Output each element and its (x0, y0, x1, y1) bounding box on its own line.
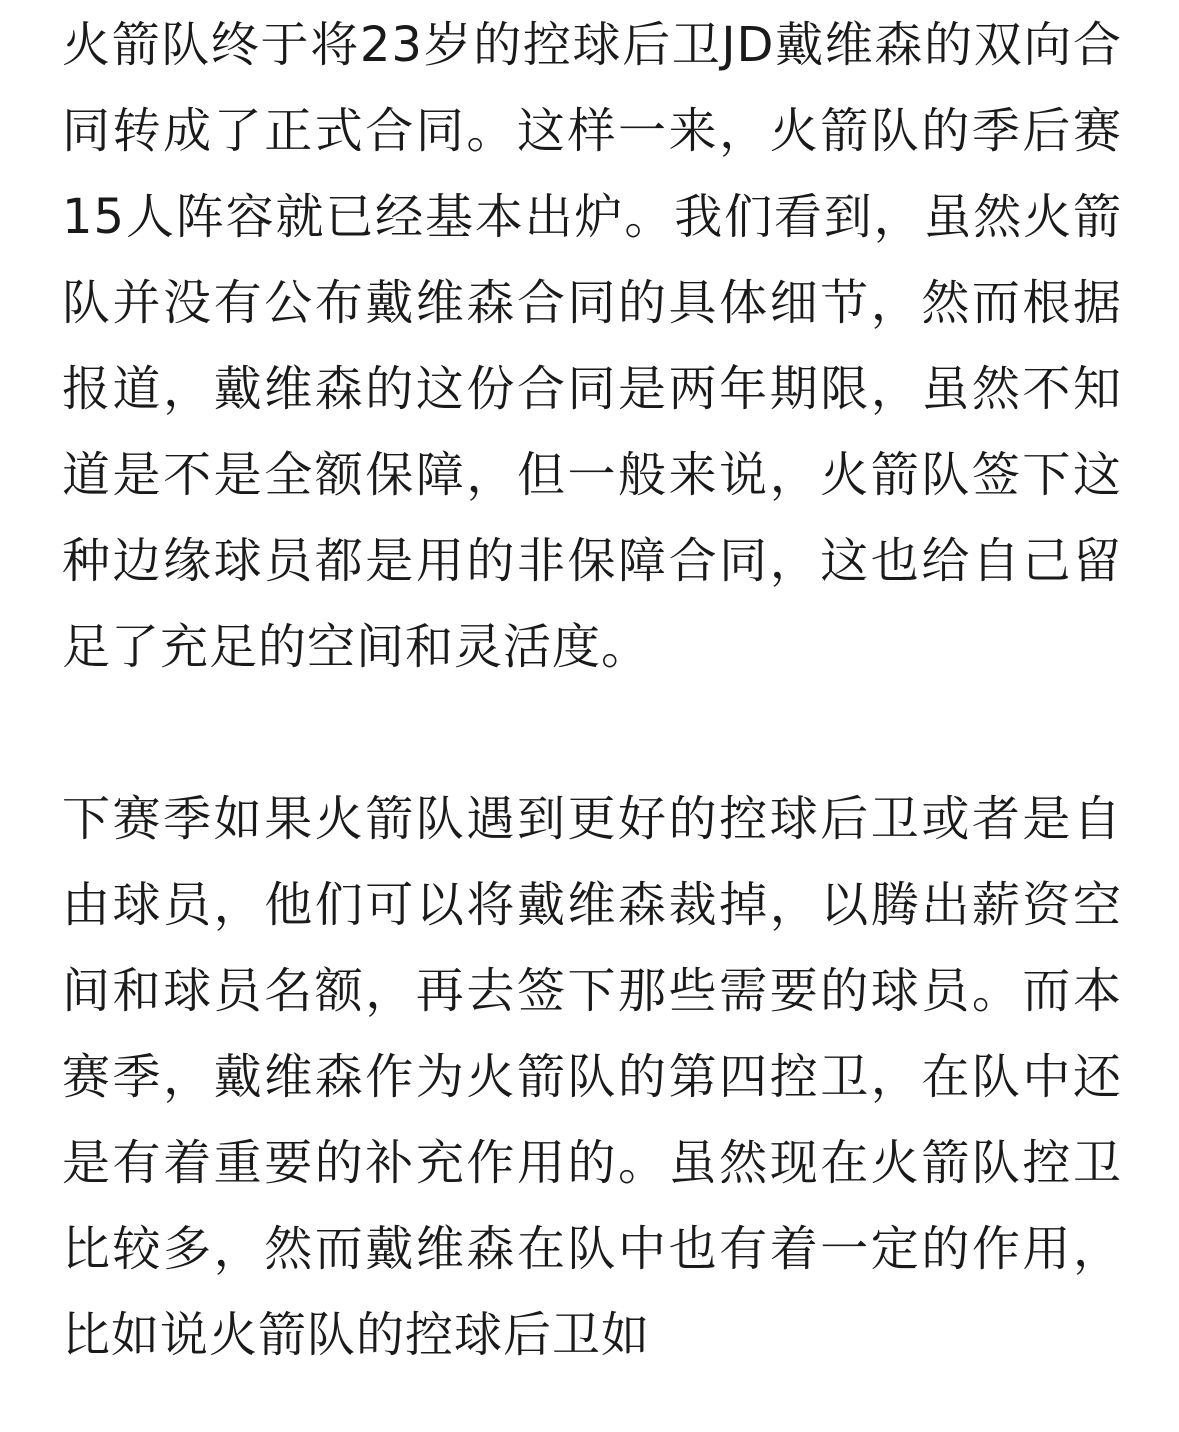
paragraph: 火箭队终于将23岁的控球后卫JD戴维森的双向合同转成了正式合同。这样一来，火箭队的季后赛15人阵容就已经基本出炉。我们看到，虽然火箭队并没有公布戴维森合同的具体细节，然而根据报道，戴维森的这份合同是两年期限，虽然不知道是不是全额保障，但一般来说，火箭队签下这种边缘球员都是用的非保障合同，这也给自己留足了充足的空间和灵活度。 (62, 17, 1122, 675)
article-body (62, 0, 1122, 1378)
paragraph: 下赛季如果火箭队遇到更好的控球后卫或者是自由球员，他们可以将戴维森裁掉，以腾出薪资空间和球员名额，再去签下那些需要的球员。而本赛季，戴维森作为火箭队的第四控卫，在队中还是有着重要的补充作用的。虽然现在火箭队控卫比较多，然而戴维森在队中也有着一定的作用，比如说火箭队的控球后卫如 (62, 791, 1122, 1363)
